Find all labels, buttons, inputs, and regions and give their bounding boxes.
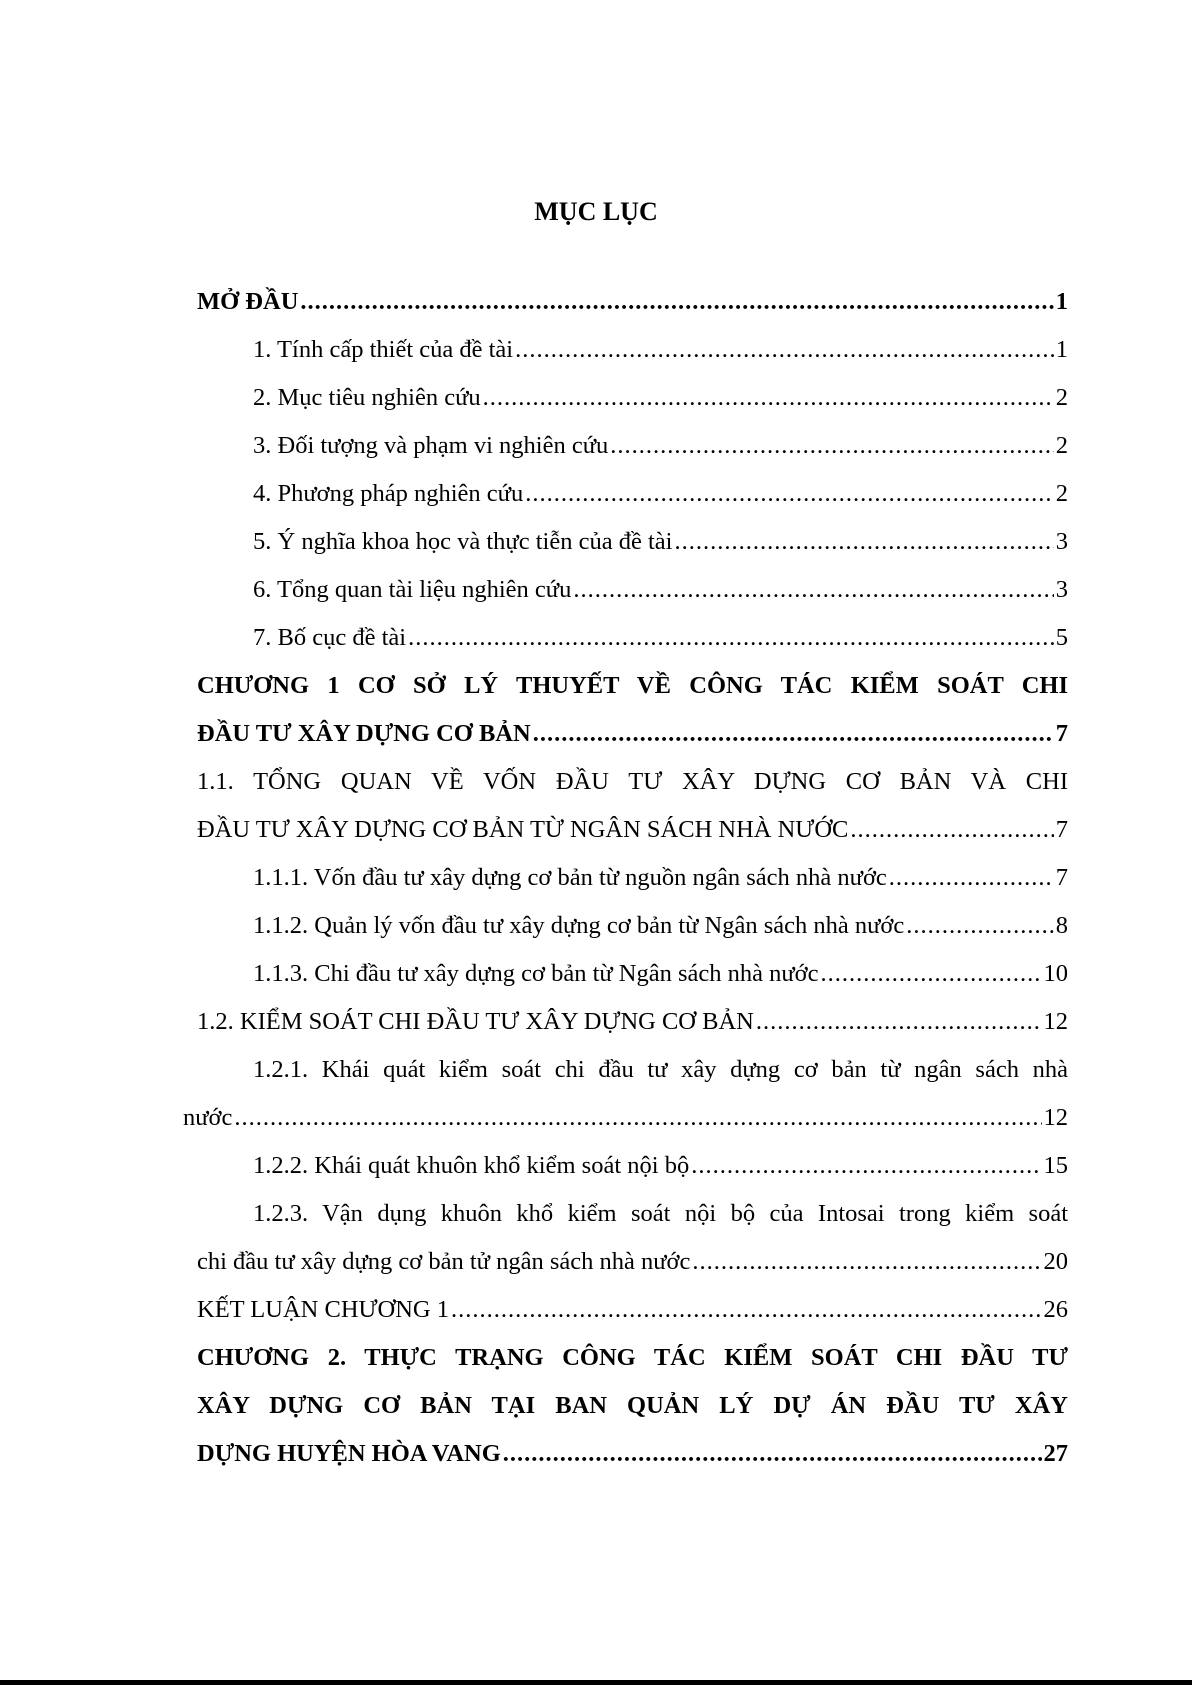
dot-leader [533,710,1054,758]
entry-page: 5 [1055,624,1068,651]
toc-entry-chapter-2-line1[interactable]: CHƯƠNG 2. THỰC TRẠNG CÔNG TÁC KIỂM SOÁT CHI ĐẦU TƯ [197,1344,1068,1371]
dot-leader [691,1142,1041,1190]
table-of-contents [183,278,1068,1478]
entry-page: 1 [1055,288,1068,315]
entry-text: ĐẦU TƯ XÂY DỰNG CƠ BẢN [197,720,531,747]
entry-text: 1.1.3. Chi đầu tư xây dựng cơ bản từ Ngân sách nhà nước [253,960,819,987]
entry-text: 1.1.1. Vốn đầu tư xây dựng cơ bản từ nguồn ngân sách nhà nước [253,864,887,891]
entry-page: 8 [1055,912,1068,939]
toc-entry-1-2-3-line1[interactable]: 1.2.3. Vận dụng khuôn khổ kiểm soát nội bộ của Intosai trong kiểm soát [253,1200,1068,1227]
entry-text: 4. Phương pháp nghiên cứu [253,480,524,507]
dot-leader [573,566,1053,614]
dot-leader [483,374,1054,422]
entry-text: 3. Đối tượng và phạm vi nghiên cứu [253,432,609,459]
dot-leader [525,470,1054,518]
entry-page: 15 [1043,1152,1068,1179]
toc-title: MỤC LỤC [534,197,658,226]
entry-text: MỞ ĐẦU [197,288,299,315]
entry-text: chi đầu tư xây dựng cơ bản tử ngân sách nhà nước [197,1248,691,1275]
toc-entry-1-2-1[interactable] [183,1094,1068,1142]
toc-entry-chapter-1-line1[interactable]: CHƯƠNG 1 CƠ SỞ LÝ THUYẾT VỀ CÔNG TÁC KIỂM SOÁT CHI [197,672,1068,699]
entry-page: 12 [1043,1104,1068,1131]
toc-entry-1-1-1[interactable] [197,854,1068,902]
entry-page: 7 [1055,720,1068,747]
entry-text: 7. Bố cục đề tài [253,624,407,651]
toc-entry-4[interactable] [197,470,1068,518]
entry-text: 5. Ý nghĩa khoa học và thực tiễn của đề tài [253,528,673,555]
entry-text: 2. Mục tiêu nghiên cứu [253,384,481,411]
entry-page: 3 [1055,576,1068,603]
entry-text: 1. Tính cấp thiết của đề tài [253,336,514,363]
dot-leader [674,518,1053,566]
dot-leader [515,326,1054,374]
entry-text: 1.2. KIỂM SOÁT CHI ĐẦU TƯ XÂY DỰNG CƠ BẢN [197,1008,754,1035]
toc-entry-chapter-2[interactable] [197,1430,1068,1478]
toc-entry-1-2-1-line1[interactable]: 1.2.1. Khái quát kiểm soát chi đầu tư xây dựng cơ bản từ ngân sách nhà [253,1056,1068,1083]
toc-entry-1-2[interactable] [197,998,1068,1046]
entry-page: 3 [1055,528,1068,555]
entry-page: 10 [1043,960,1068,987]
toc-entry-chapter-1[interactable] [197,710,1068,758]
dot-leader [300,278,1053,326]
toc-entry-chapter-2-line2[interactable]: XÂY DỰNG CƠ BẢN TẠI BAN QUẢN LÝ DỰ ÁN ĐẦU TƯ XÂY [197,1392,1068,1419]
dot-leader [234,1094,1041,1142]
toc-entry-1-2-2[interactable] [197,1142,1068,1190]
entry-page: 12 [1043,1008,1068,1035]
toc-entry-5[interactable] [197,518,1068,566]
entry-text: nước [183,1104,233,1131]
toc-entry-ket-luan-1[interactable] [197,1286,1068,1334]
toc-entry-1-1-3[interactable] [197,950,1068,998]
toc-entry-mo-dau[interactable] [197,278,1068,326]
page-bottom-edge [0,1680,1192,1685]
toc-entry-1-1-line1[interactable]: 1.1. TỔNG QUAN VỀ VỐN ĐẦU TƯ XÂY DỰNG CƠ BẢN VÀ CHI [197,768,1068,795]
dot-leader [692,1238,1041,1286]
entry-text: ĐẦU TƯ XÂY DỰNG CƠ BẢN TỪ NGÂN SÁCH NHÀ NƯỚC [197,816,849,843]
toc-entry-1-2-3[interactable] [197,1238,1068,1286]
dot-leader [451,1286,1042,1334]
entry-page: 7 [1055,864,1068,891]
entry-text: DỰNG HUYỆN HÒA VANG [197,1440,501,1467]
entry-page: 20 [1043,1248,1068,1275]
dot-leader [821,950,1042,998]
dot-leader [756,998,1042,1046]
dot-leader [889,854,1054,902]
toc-entry-2[interactable] [197,374,1068,422]
toc-entry-3[interactable] [197,422,1068,470]
entry-page: 2 [1055,432,1068,459]
entry-text: 1.1.2. Quản lý vốn đầu tư xây dựng cơ bản từ Ngân sách nhà nước [253,912,905,939]
toc-entry-1-1-2[interactable] [197,902,1068,950]
entry-text: 6. Tổng quan tài liệu nghiên cứu [253,576,572,603]
toc-entry-1-1[interactable] [197,806,1068,854]
dot-leader [850,806,1053,854]
entry-page: 2 [1055,384,1068,411]
entry-page: 2 [1055,480,1068,507]
dot-leader [906,902,1054,950]
entry-page: 26 [1043,1296,1068,1323]
entry-text: KẾT LUẬN CHƯƠNG 1 [197,1296,449,1323]
entry-page: 7 [1055,816,1068,843]
toc-entry-7[interactable] [197,614,1068,662]
entry-text: 1.2.2. Khái quát khuôn khổ kiểm soát nội bộ [253,1152,690,1179]
entry-page: 1 [1055,336,1068,363]
dot-leader [503,1430,1042,1478]
dot-leader [610,422,1054,470]
dot-leader [408,614,1054,662]
toc-entry-6[interactable] [197,566,1068,614]
toc-entry-1[interactable] [197,326,1068,374]
entry-page: 27 [1043,1440,1068,1467]
